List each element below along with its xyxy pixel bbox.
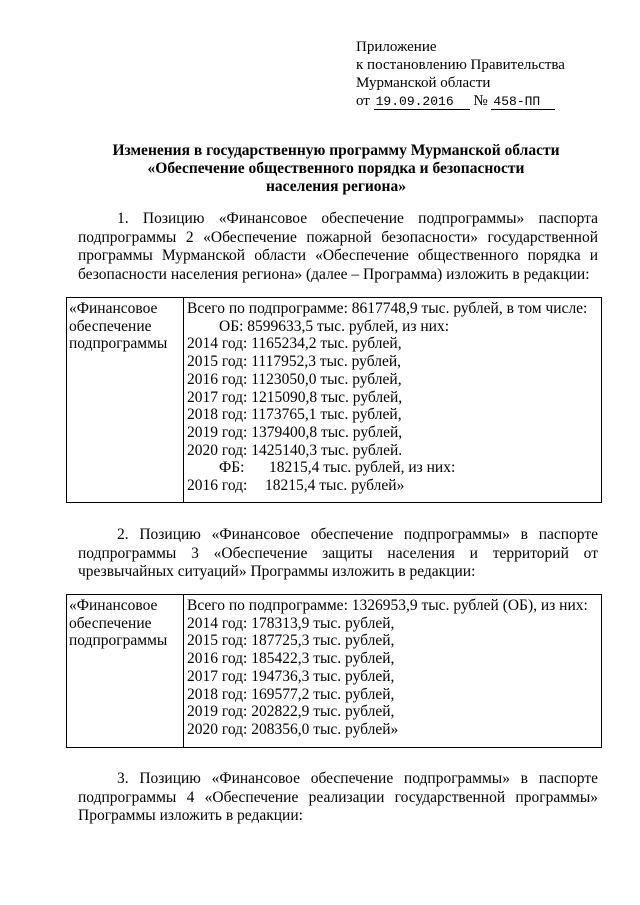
appendix-line-1: Приложение [356,39,437,55]
financing-table-2 [66,594,602,748]
table-2-year-2016: 2016 год: 185422,3 тыс. рублей, [187,650,395,668]
appendix-header [356,38,565,110]
fb-label: ФБ: [219,459,245,477]
table-2-year-2015: 2015 год: 187725,3 тыс. рублей, [187,632,395,650]
table-2-label-line-3: подпрограммы [69,632,168,649]
paragraph-1: 1. Позицию «Финансовое обеспечение подпрограммы» паспорта подпрограммы 2 «Обеспечение пожарной безопасности» государственной программы Мурманской области «Обеспечение общественного порядка и безопасности населения региона» (далее – Программа) изложить в редакции: [78,210,598,283]
table-1-label-line-3: подпрограммы [69,335,168,352]
financing-table-1 [66,297,602,503]
table-1-fb-line [187,459,587,477]
table-2-year-2018: 2018 год: 169577,2 тыс. рублей, [187,685,395,703]
table-2-label-cell [69,597,167,650]
table-1-label-line-1: «Финансовое [69,300,158,317]
table-1-year-2016: 2016 год: 1123050,0 тыс. рублей, [187,370,402,388]
table-1-year-2019: 2019 год: 1379400,8 тыс. рублей, [187,423,403,441]
table-column-divider [183,298,184,502]
document-title [72,142,600,196]
table-1-label-cell [69,300,167,353]
table-2-total: Всего по подпрограмме: 1326953,9 тыс. рублей (ОБ), из них: [187,597,588,614]
fb-year-value: 18215,4 тыс. рублей» [265,477,405,495]
fb-value: 18215,4 тыс. рублей, из них: [269,459,456,477]
table-2-label-line-2: обеспечение [69,614,152,632]
table-1-total: Всего по подпрограмме: 8617748,9 тыс. рублей, в том числе: [187,300,588,317]
table-1-year-2017: 2017 год: 1215090,8 тыс. рублей, [187,388,403,406]
table-1-label-line-2: обеспечение [69,317,152,335]
fb-year: 2016 год: [187,477,248,495]
table-1-year-2018: 2018 год: 1173765,1 тыс. рублей, [187,406,402,424]
title-line-2: «Обеспечение общественного порядка и безопасности [147,160,525,177]
date-prefix: от [356,93,370,109]
table-column-divider [183,595,184,747]
title-line-1: Изменения в государственную программу Мурманской области [112,142,560,159]
table-1-ob: ОБ: 8599633,5 тыс. рублей, из них: [219,317,450,335]
paragraph-3: 3. Позицию «Финансовое обеспечение подпрограммы» в паспорте подпрограммы 4 «Обеспечение реализации государственной программы» Программы изложить в редакции: [78,770,598,824]
table-2-year-2014: 2014 год: 178313,9 тыс. рублей, [187,614,395,632]
table-2-year-2019: 2019 год: 202822,9 тыс. рублей, [187,703,395,721]
table-1-year-2015: 2015 год: 1117952,3 тыс. рублей, [187,353,402,371]
resolution-number: 458-ПП [491,94,555,110]
paragraph-2: 2. Позицию «Финансовое обеспечение подпрограммы» в паспорте подпрограммы 3 «Обеспечение защиты населения и территорий от чрезвычайных ситуаций» Программы изложить в редакции: [78,526,598,580]
resolution-date: 19.09.2016 [374,94,470,110]
table-1-fb-year-line [187,477,587,495]
table-2-year-2017: 2017 год: 194736,3 тыс. рублей, [187,667,395,685]
appendix-date-line [356,92,565,110]
appendix-line-3: Мурманской области [356,75,491,91]
table-2-label-line-1: «Финансовое [69,597,158,614]
title-line-3: населения региона» [266,178,406,195]
table-1-value-cell [187,300,587,495]
appendix-line-2: к постановлению Правительства [356,57,565,73]
table-2-value-cell [187,597,588,739]
table-1-year-2014: 2014 год: 1165234,2 тыс. рублей, [187,335,402,353]
table-1-year-2020: 2020 год: 1425140,3 тыс. рублей. [187,441,403,459]
number-prefix: № [473,93,488,109]
table-2-year-2020: 2020 год: 208356,0 тыс. рублей» [187,720,399,738]
